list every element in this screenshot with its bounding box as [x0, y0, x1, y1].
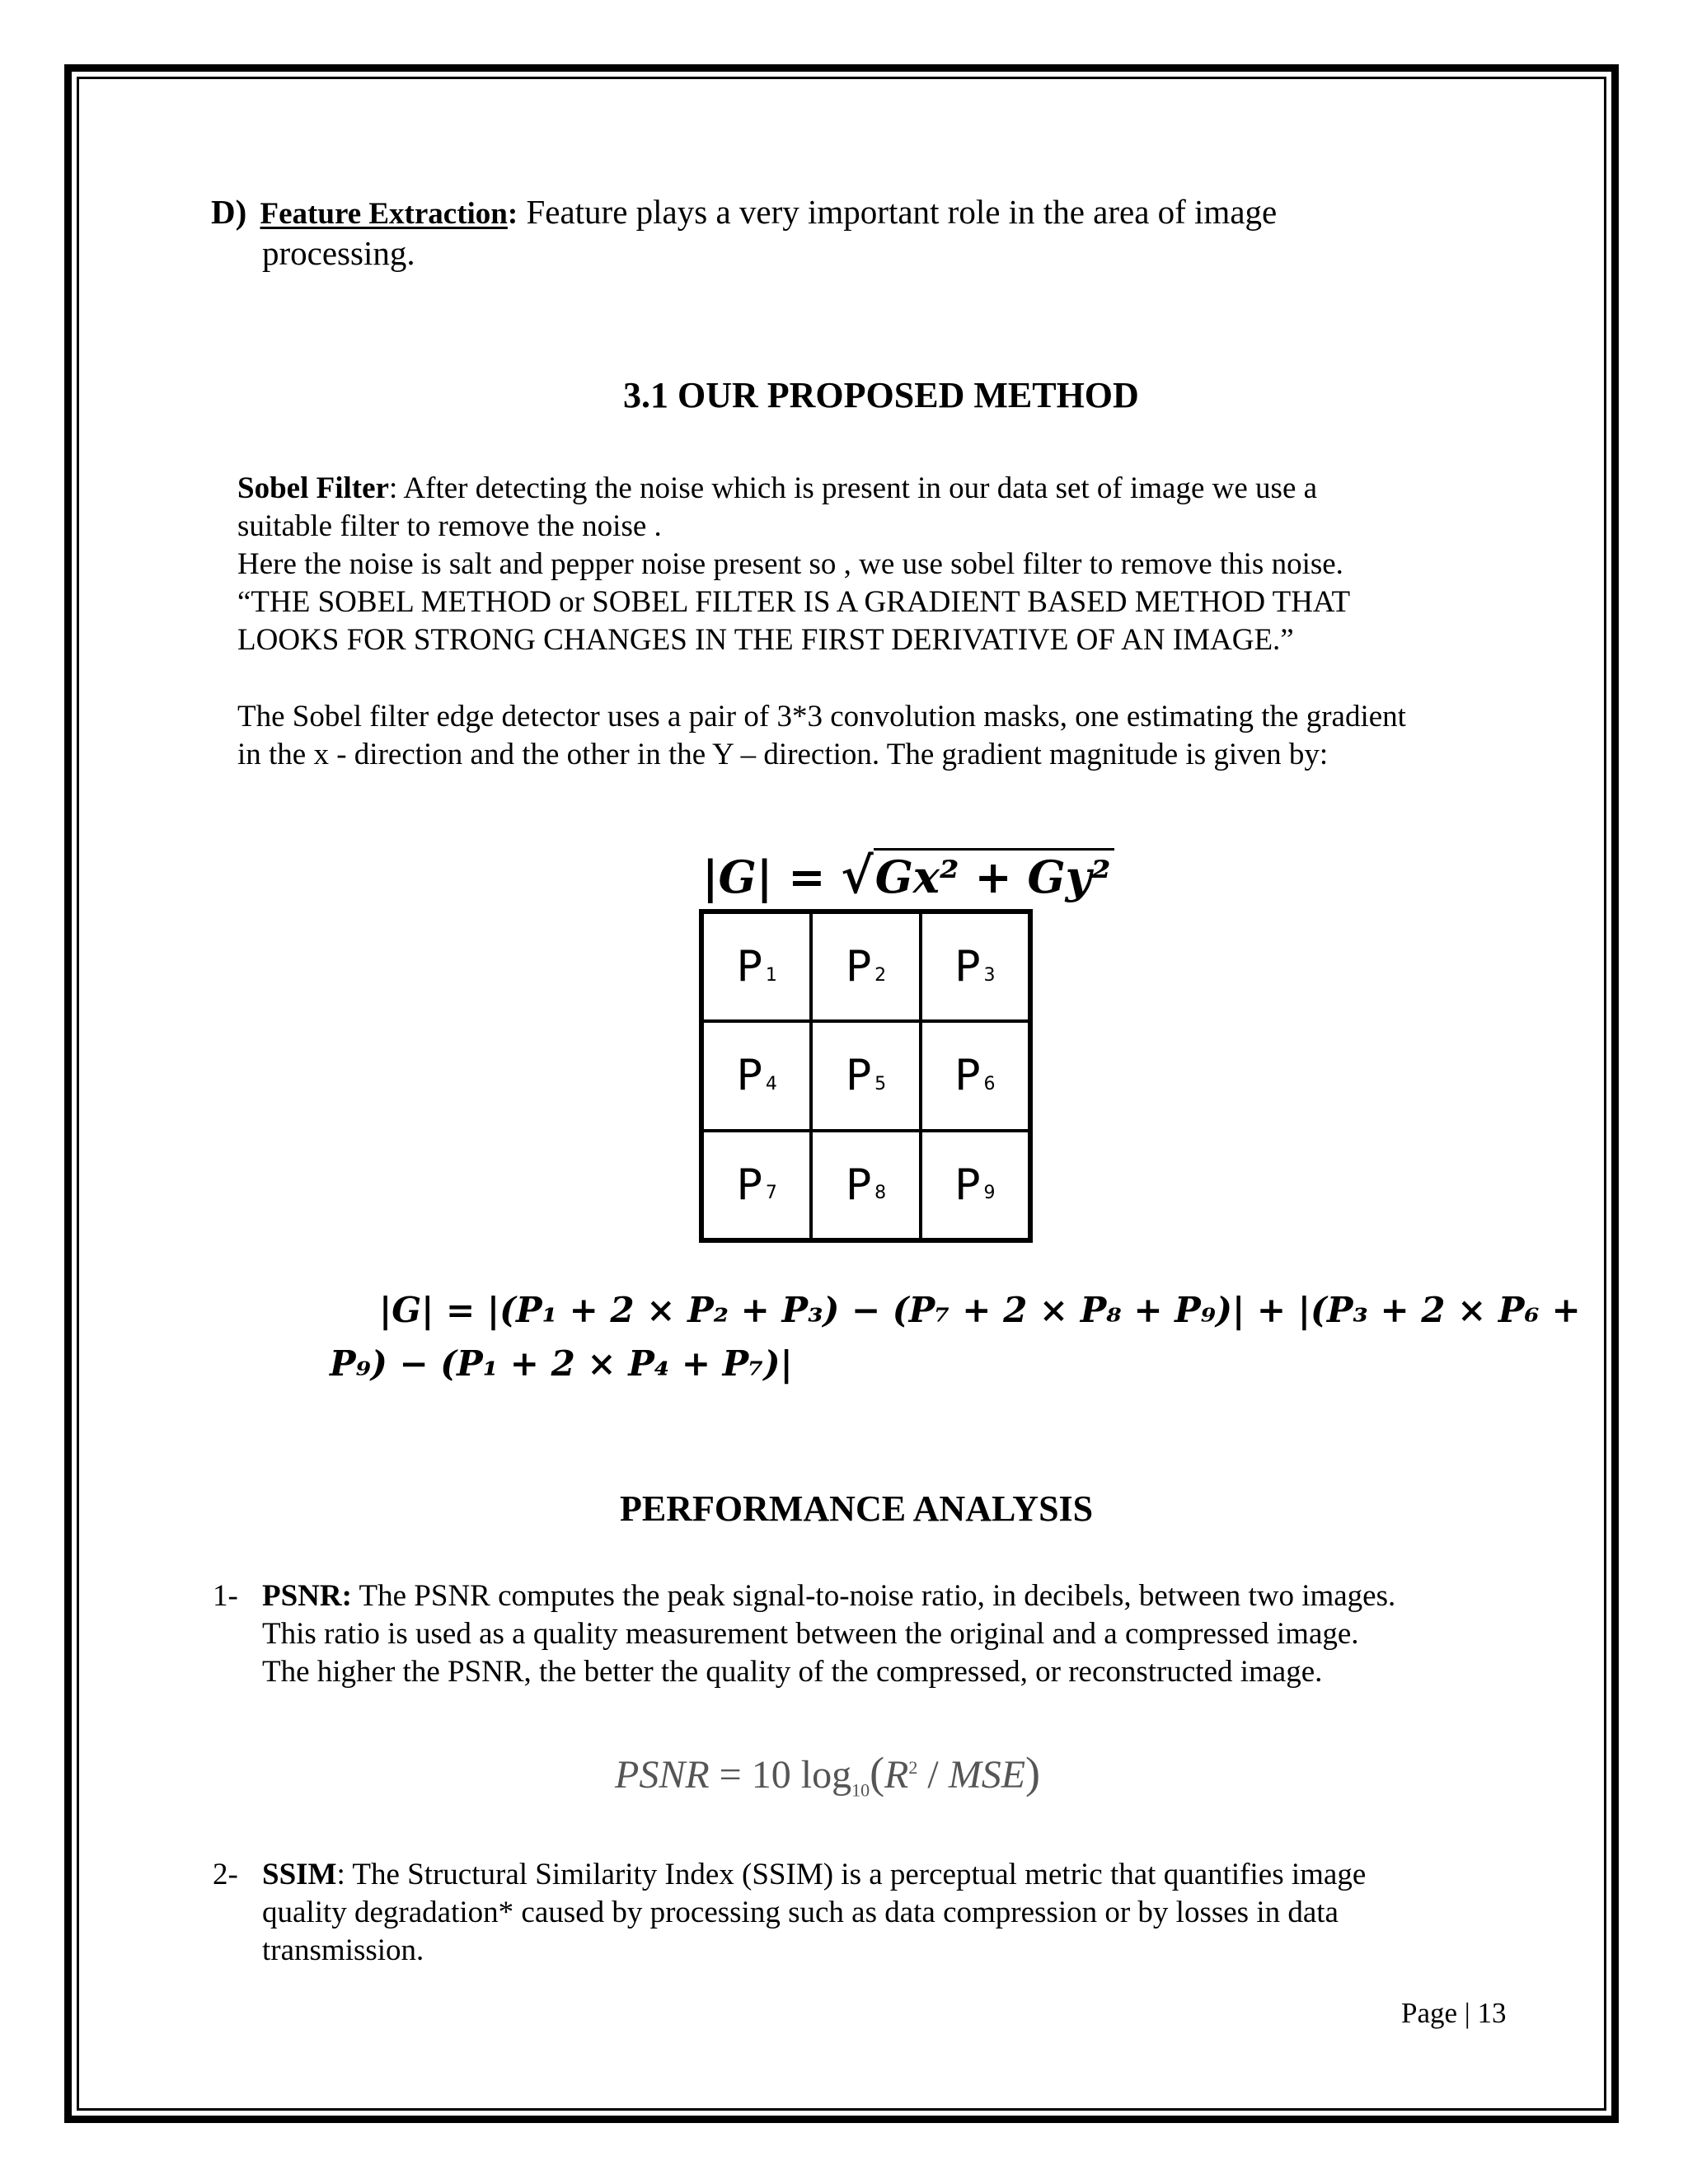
sobel-line5: LOOKS FOR STRONG CHANGES IN THE FIRST DERIVATIVE OF AN IMAGE.”: [237, 623, 1294, 657]
section-d-colon: :: [507, 197, 518, 231]
sobel-line1: [237, 470, 1317, 508]
sobel-line7: in the x - direction and the other in the Y – direction. The gradient magnitude is given by:: [237, 738, 1329, 771]
ssim-term: SSIM: [262, 1858, 337, 1891]
sqrt-symbol: √: [841, 847, 874, 905]
formula-gradient-magnitude: [702, 847, 1114, 905]
formula-sobel-line2: P₉) − (P₁ + 2 × P₄ + P₇)|: [330, 1343, 793, 1384]
mask-cell: P 1: [702, 912, 811, 1021]
formula-sobel-line1: |G| = |(P₁ + 2 × P₂ + P₃) − (P₇ + 2 × P₈ + P₉)| + |(P₃ + 2 × P₆ +: [379, 1290, 1581, 1330]
psnr-line2: This ratio is used as a quality measurement between the original and a compressed image.: [262, 1617, 1359, 1651]
ssim-line2: quality degradation* caused by processing such as data compression or by losses in data: [262, 1896, 1339, 1929]
sobel-line6: The Sobel filter edge detector uses a pair of 3*3 convolution masks, one estimating the gradient: [237, 700, 1406, 733]
heading-performance-analysis: PERFORMANCE ANALYSIS: [620, 1488, 1094, 1529]
psnr-item-marker: 1-: [213, 1579, 238, 1613]
mask-cell: P 7: [702, 1131, 811, 1240]
section-d-line1: Feature plays a very important role in the area of image: [518, 193, 1278, 231]
ssim-line1: [262, 1856, 1366, 1894]
section-d-paragraph: [211, 191, 1277, 235]
ssim-line3: transmission.: [262, 1933, 424, 1967]
sobel-term: Sobel Filter: [237, 471, 389, 505]
mask-cell: P 2: [811, 912, 920, 1021]
heading-proposed-method: 3.1 OUR PROPOSED METHOD: [623, 375, 1139, 415]
psnr-line1-text: The PSNR computes the peak signal-to-noise ratio, in decibels, between two images.: [351, 1579, 1396, 1613]
mask-cell: P 9: [921, 1131, 1029, 1240]
section-d-marker: D): [211, 193, 247, 231]
formula-magnitude-radicand: Gx² + Gy²: [874, 848, 1114, 903]
mask-cell: P 6: [921, 1021, 1029, 1130]
sobel-line2: suitable filter to remove the noise .: [237, 509, 662, 543]
ssim-item-marker: 2-: [213, 1858, 238, 1891]
formula-magnitude-lhs: |G| =: [702, 851, 842, 903]
mask-cell: P 4: [702, 1021, 811, 1130]
ssim-line1-text: : The Structural Similarity Index (SSIM) is a perceptual metric that quantifies image: [336, 1858, 1367, 1891]
formula-psnr: PSNR = 10 $\log_{10}(R^2 / MSE)$: [615, 1748, 1041, 1801]
sobel-line3: Here the noise is salt and pepper noise present so , we use sobel filter to remove this noise.: [237, 547, 1343, 581]
psnr-line1: [262, 1577, 1395, 1615]
mask-cell: P 8: [811, 1131, 920, 1240]
psnr-term: PSNR:: [262, 1579, 352, 1613]
mask-cell: P 3: [921, 912, 1029, 1021]
psnr-line3: The higher the PSNR, the better the quality of the compressed, or reconstructed image.: [262, 1655, 1323, 1689]
sobel-line1-text: : After detecting the noise which is present in our data set of image we use a: [388, 471, 1318, 505]
section-d-line2: processing.: [262, 234, 415, 272]
mask-cell: P 5: [811, 1021, 920, 1130]
page-number: Page | 13: [1401, 1997, 1507, 2029]
section-d-term: Feature Extraction: [260, 197, 508, 231]
convolution-mask-grid: [699, 909, 1033, 1243]
sobel-line4: “THE SOBEL METHOD or SOBEL FILTER IS A GRADIENT BASED METHOD THAT: [237, 585, 1351, 619]
